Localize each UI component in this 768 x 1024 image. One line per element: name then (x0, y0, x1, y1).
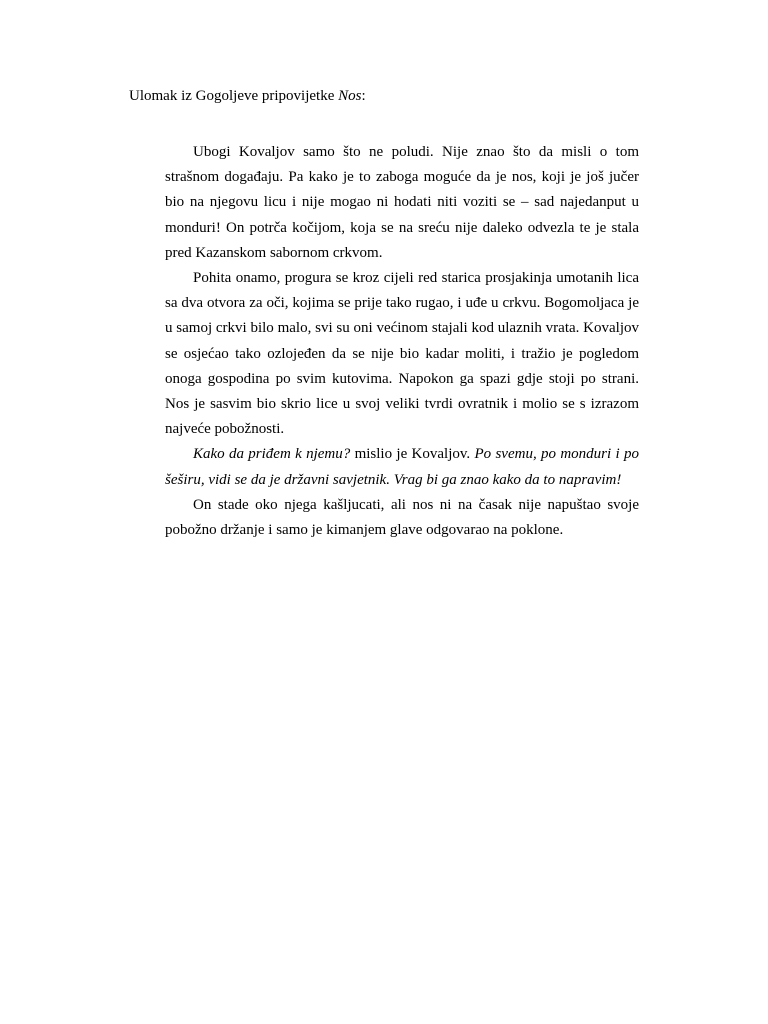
story-title: Nos (338, 88, 362, 104)
excerpt-body (165, 140, 639, 543)
paragraph-1: Ubogi Kovaljov samo što ne poludi. Nije znao što da misli o tom strašnom događaju. Pa kako je to zaboga moguće da je nos, koji je još jučer bio na njegovu licu i nije mogao ni hodati niti voziti se – sad najedanput u monduri! On potrča kočijom, koja se na sreću nije daleko odvezla te je stala pred Kazanskom sabornom crkvom. (165, 144, 639, 261)
paragraph-3 (165, 442, 639, 492)
paragraph-3-italic-2: Po svemu, po monduri i po šeširu, vidi se da je državni savjetnik. Vrag bi ga znao kako da to napravim! (165, 446, 639, 488)
intro-prefix: Ulomak iz Gogoljeve pripovijetke (129, 88, 339, 104)
paragraph-4: On stade oko njega kašljucati, ali nos ni na časak nije napuštao svoje pobožno držanje i samo je kimanjem glave odgovarao na poklone. (165, 496, 639, 539)
paragraph-2: Pohita onamo, progura se kroz cijeli red starica prosjakinja umotanih lica sa dva otvora za oči, kojima se prije tako rugao, i uđe u crkvu. Bogomoljaca je u samoj crkvi bilo malo, svi su oni većinom stajali kod ulaznih vrata. Kovaljov se osjećao tako ozlojeđen da se nije bio kadar moliti, i tražio je pogledom onoga gospodina po svim kutovima. Napokon ga spazi gdje stoji po strani. Nos je sasvim bio skrio lice u svoj veliki tvrdi ovratnik i molio se s izrazom najveće pobožnosti. (165, 270, 639, 438)
paragraph-3-plain: mislio je Kovaljov. (350, 446, 475, 463)
intro-line (129, 86, 366, 106)
paragraph-3-italic-1: Kako da priđem k njemu? (193, 446, 351, 463)
intro-suffix: : (361, 88, 366, 104)
